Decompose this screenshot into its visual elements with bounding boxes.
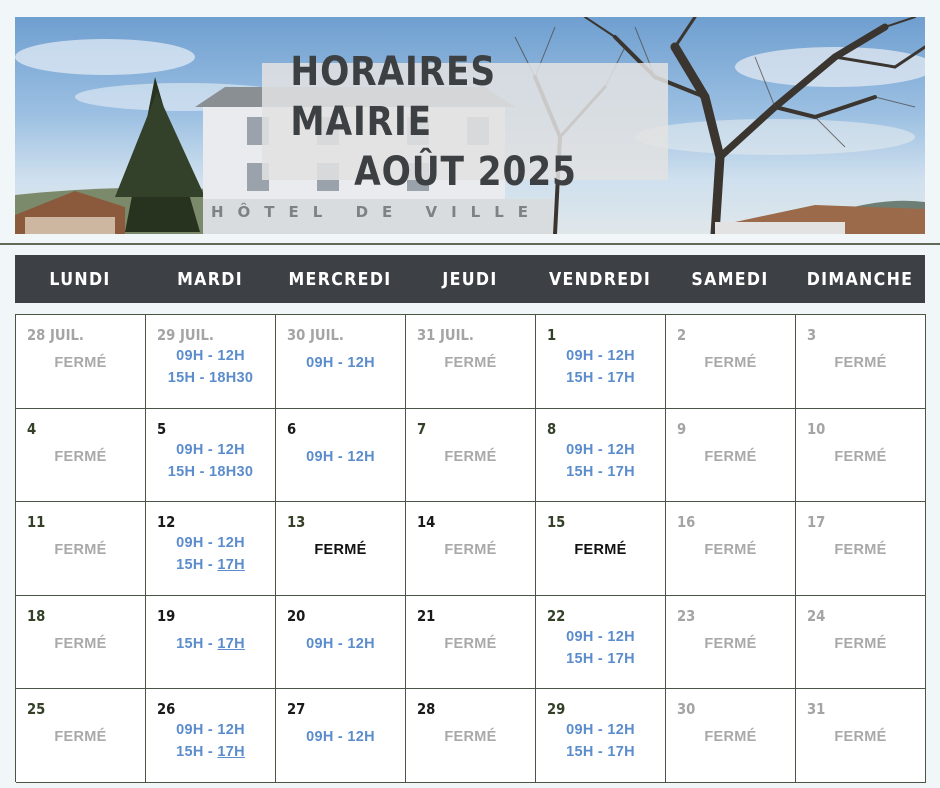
opening-hours [536,626,665,670]
hours-slot: 15H - 17H [566,370,635,386]
day-cell [796,409,926,503]
day-cell [666,409,796,503]
day-number: 24 [807,606,826,625]
opening-hours [276,352,405,374]
opening-hours [146,532,275,576]
closed-label: FERMÉ [574,542,627,559]
opening-hours [536,539,665,561]
hours-slot: 09H - 12H [566,441,635,458]
hours-slot: 09H - 12H [566,348,635,364]
closed-label: FERMÉ [834,355,887,371]
day-number: 15 [547,513,566,532]
day-cell [276,502,406,596]
opening-hours [146,439,275,483]
day-number: 3 [807,326,817,344]
calendar-grid [15,314,926,782]
hours-slot: 15H - 17H [566,463,635,480]
opening-hours [16,726,145,748]
page-subtitle-month: AOÛT 2025 [353,148,577,195]
day-number: 28 JUIL. [27,326,84,344]
day-cell [406,502,536,596]
day-number: 11 [27,513,46,532]
day-number: 12 [157,513,176,532]
day-number: 21 [417,606,436,625]
opening-hours [796,726,925,748]
hours-slot-start: 15H - [176,557,218,574]
closed-label: FERMÉ [444,355,497,371]
opening-hours [666,446,795,468]
opening-hours [16,633,145,655]
weekday-lundi: LUNDI [49,268,111,290]
opening-hours [276,633,405,655]
closed-label: FERMÉ [444,542,497,559]
hours-slot: 09H - 12H [306,448,375,465]
weekday-mardi: MARDI [177,268,243,290]
opening-hours [536,345,665,389]
day-number: 14 [417,513,436,532]
day-cell [796,502,926,596]
opening-hours [666,633,795,655]
opening-hours [666,726,795,748]
opening-hours [666,352,795,374]
opening-hours [796,539,925,561]
hours-slot: 15H - 18H30 [167,370,254,386]
opening-hours [406,539,535,561]
day-cell [666,596,796,690]
day-cell [146,409,276,503]
opening-hours [146,719,275,763]
closed-label: FERMÉ [704,729,757,746]
day-number: 30 [677,700,696,719]
hours-slot: 15H - 17H [566,744,635,761]
day-cell [276,409,406,503]
hours-slot: 09H - 12H [566,628,635,645]
day-number: 30 JUIL. [287,326,344,344]
day-cell [16,315,146,409]
day-number: 23 [677,606,696,625]
weekday-vendredi: VENDREDI [548,268,652,290]
day-number: 27 [287,700,306,719]
day-cell [406,315,536,409]
hours-slot: 15H - 17H [566,650,635,667]
day-cell [146,315,276,409]
day-cell [796,596,926,690]
opening-hours [406,352,535,374]
opening-hours [146,345,275,389]
day-cell [536,315,666,409]
closed-label: FERMÉ [54,355,107,371]
day-number: 19 [157,606,176,625]
opening-hours [146,633,275,655]
day-number: 20 [287,606,306,625]
closed-label: FERMÉ [834,448,887,465]
day-cell [666,502,796,596]
closed-label: FERMÉ [834,635,887,652]
day-number: 31 JUIL. [417,326,474,344]
closed-label: FERMÉ [444,448,497,465]
opening-hours [406,446,535,468]
closed-label: FERMÉ [54,635,107,652]
closed-label: FERMÉ [444,635,497,652]
day-cell [406,596,536,690]
day-cell [666,689,796,783]
opening-hours [406,633,535,655]
hours-slot [146,741,275,763]
hours-slot-end-underlined: 17H [217,557,245,574]
hours-slot: 15H - 18H30 [167,463,254,480]
hours-slot [146,554,275,576]
weekday-mercredi: MERCREDI [288,268,392,290]
closed-label: FERMÉ [834,542,887,559]
day-number: 13 [287,513,306,532]
closed-label: FERMÉ [54,448,107,465]
day-number: 31 [807,700,826,719]
hours-slot-start: 15H - [176,744,218,761]
day-number: 25 [27,700,46,719]
day-cell [146,502,276,596]
day-cell [536,596,666,690]
closed-label: FERMÉ [704,542,757,559]
weekday-jeudi: JEUDI [442,268,498,290]
closed-label: FERMÉ [314,542,367,559]
day-number: 29 JUIL. [157,326,214,344]
day-number: 10 [807,419,826,438]
hours-slot: 09H - 12H [176,535,245,552]
hours-slot: 09H - 12H [566,722,635,739]
day-number: 9 [677,419,687,438]
day-cell [146,689,276,783]
title-panel [262,48,668,195]
day-number: 1 [547,326,557,344]
day-number: 28 [417,700,436,719]
hours-slot: 09H - 12H [306,355,375,371]
opening-hours [16,352,145,374]
opening-hours [16,539,145,561]
hours-slot-end-underlined: 17H [217,744,245,761]
opening-hours [666,539,795,561]
hours-slot: 09H - 12H [176,441,245,458]
opening-hours [16,446,145,468]
day-number: 16 [677,513,696,532]
day-number: 22 [547,606,566,625]
opening-hours [276,446,405,468]
day-number: 17 [807,513,826,532]
opening-hours [796,446,925,468]
hours-slot: 09H - 12H [176,722,245,739]
day-cell [16,689,146,783]
day-cell [16,502,146,596]
hours-slot-start: 15H - [176,635,218,652]
closed-label: FERMÉ [704,635,757,652]
day-cell [536,689,666,783]
day-number: 2 [677,326,687,344]
day-cell [16,596,146,690]
day-cell [406,689,536,783]
opening-hours [536,719,665,763]
day-number: 5 [157,419,167,438]
closed-label: FERMÉ [834,729,887,746]
day-number: 26 [157,700,176,719]
weekday-samedi: SAMEDI [691,268,769,290]
closed-label: FERMÉ [704,355,757,371]
banner-photo [15,17,925,234]
town-hall-sign: HÔTEL DE VILLE [211,203,543,221]
hours-slot [146,633,275,655]
hours-slot: 09H - 12H [176,348,245,364]
day-cell [536,409,666,503]
closed-label: FERMÉ [54,542,107,559]
day-cell [796,689,926,783]
day-cell [796,315,926,409]
hours-slot-end-underlined: 17H [217,635,245,652]
day-cell [276,315,406,409]
weekday-dimanche: DIMANCHE [806,268,914,290]
page-title: HORAIRES MAIRIE [290,48,497,145]
closed-label: FERMÉ [444,729,497,746]
opening-hours [276,539,405,561]
divider-line [0,243,940,245]
day-number: 29 [547,700,566,719]
opening-hours [536,439,665,483]
day-number: 18 [27,606,46,625]
hours-slot: 09H - 12H [306,635,375,652]
day-cell [666,315,796,409]
opening-hours [276,726,405,748]
hours-slot: 09H - 12H [306,729,375,746]
opening-hours [796,352,925,374]
weekday-header [15,255,925,303]
day-number: 4 [27,419,37,438]
day-cell [276,596,406,690]
closed-label: FERMÉ [54,729,107,746]
opening-hours [796,633,925,655]
opening-hours [406,726,535,748]
day-cell [276,689,406,783]
day-cell [406,409,536,503]
day-cell [146,596,276,690]
day-number: 6 [287,419,297,438]
closed-label: FERMÉ [704,448,757,465]
day-cell [536,502,666,596]
day-number: 7 [417,419,427,438]
day-number: 8 [547,419,557,438]
day-cell [16,409,146,503]
